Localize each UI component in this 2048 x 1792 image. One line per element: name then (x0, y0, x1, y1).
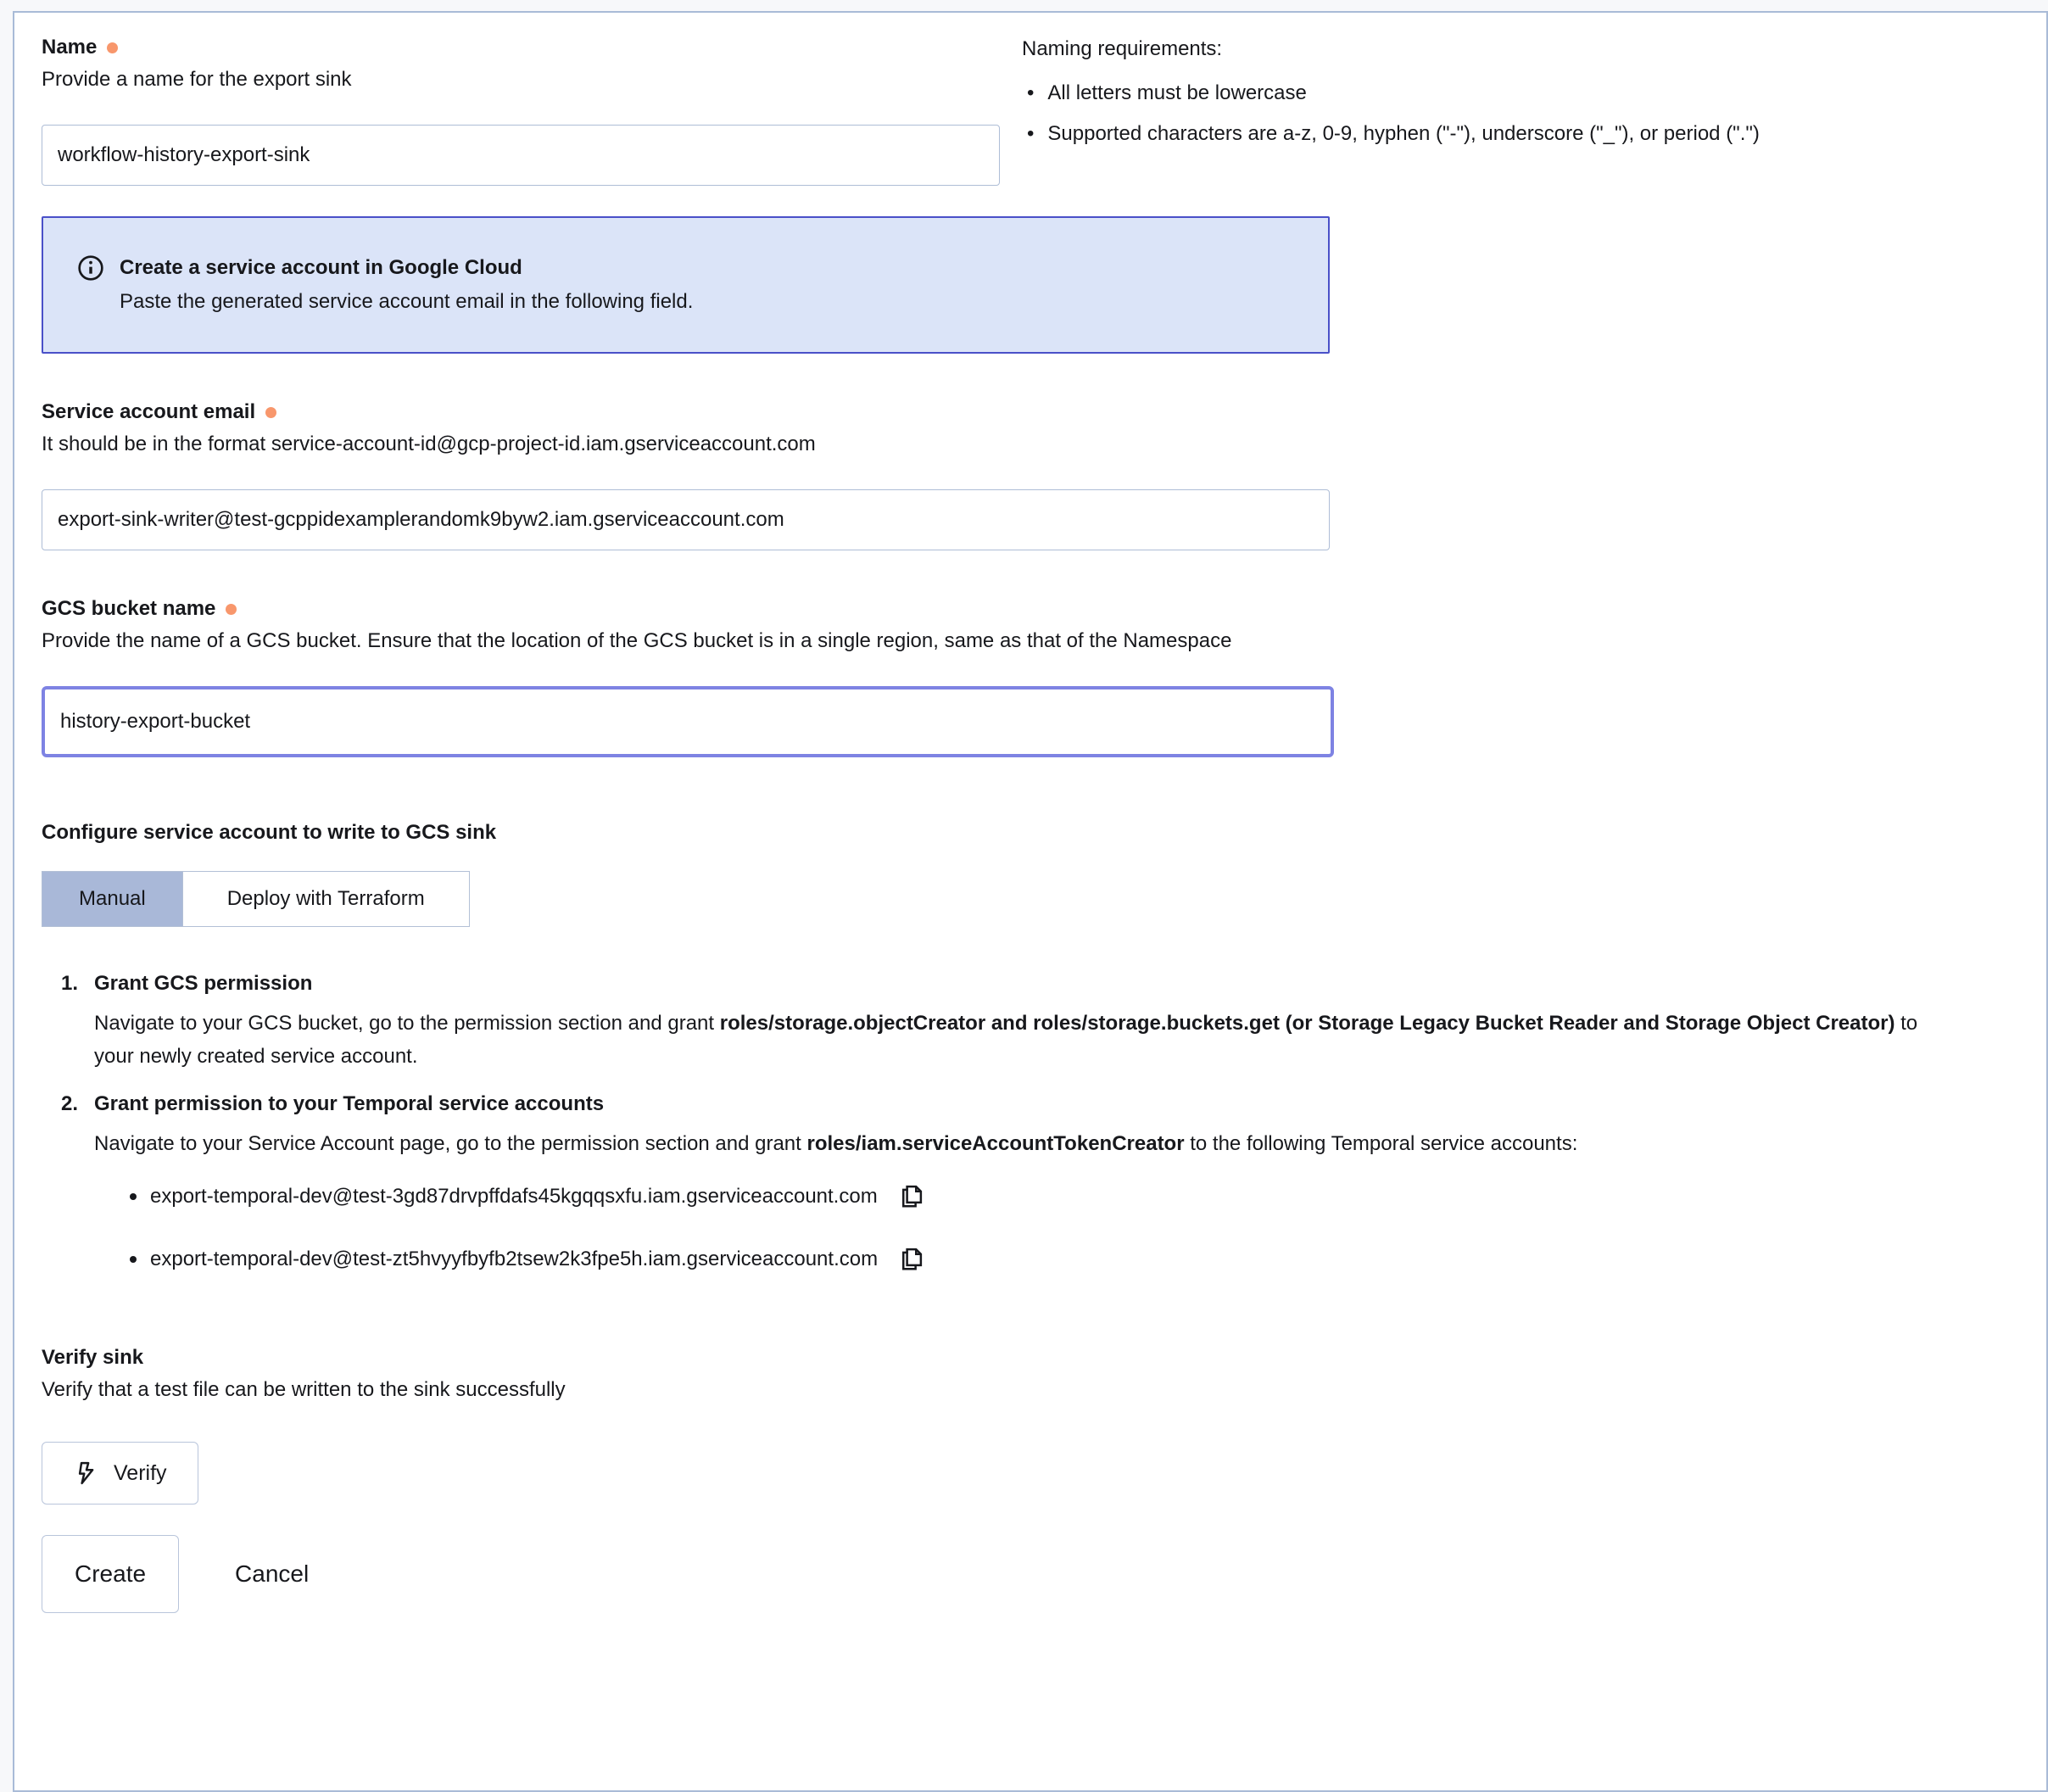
copy-button[interactable] (896, 1245, 925, 1274)
bullet-icon: • (1027, 122, 1035, 145)
naming-requirement-item: • Supported characters are a-z, 0-9, hyphen ("-"), underscore ("_"), or period (".") (1027, 122, 1760, 145)
copy-icon (898, 1184, 924, 1209)
verify-section (42, 1345, 2046, 1504)
naming-requirements (1022, 35, 1760, 186)
name-label (42, 35, 1000, 60)
bucket-field-group (42, 596, 2046, 757)
bullet-icon (130, 1256, 137, 1263)
list-item (130, 1182, 2046, 1211)
name-input[interactable] (42, 125, 1000, 186)
name-label-text: Name (42, 36, 98, 59)
service-account-email-input[interactable] (42, 489, 1330, 550)
bucket-label: GCS bucket name (42, 596, 2046, 622)
tab-manual[interactable]: Manual (42, 872, 182, 926)
info-banner-title: Create a service account in Google Cloud (120, 256, 522, 279)
cancel-button[interactable]: Cancel (235, 1560, 310, 1587)
naming-requirements-title: Naming requirements: (1022, 37, 1223, 60)
lightning-icon (73, 1460, 98, 1486)
list-item (130, 1245, 2046, 1274)
form-actions (42, 1535, 2046, 1613)
temporal-service-account-email: export-temporal-dev@test-zt5hvyyfbyfb2tsew2k3fpe5h.iam.gserviceaccount.com (150, 1248, 879, 1270)
verify-button[interactable]: Verify (42, 1442, 198, 1504)
service-account-label: Service account email (42, 399, 2046, 425)
service-account-description: It should be in the format service-account-id@gcp-project-id.iam.gserviceaccount.com (42, 433, 816, 455)
tab-deploy-with-terraform[interactable]: Deploy with Terraform (182, 872, 469, 926)
info-icon (77, 254, 104, 282)
step-1-title: 1. Grant GCS permission (61, 972, 313, 995)
service-account-field-group (42, 399, 2046, 550)
bucket-description: Provide the name of a GCS bucket. Ensure that the location of the GCS bucket is in a single region, same as that of the Namespace (42, 629, 1232, 652)
temporal-service-account-email: export-temporal-dev@test-3gd87drvpffdafs45kgqqsxfu.iam.gserviceaccount.com (150, 1185, 878, 1208)
form-panel (13, 11, 2048, 1792)
bullet-icon: • (1027, 81, 1035, 104)
step-1-body: Navigate to your GCS bucket, go to the permission section and grant roles/storage.objectCreator and roles/storage.buckets.get (or Storage Legacy Bucket Reader and Storage Object Creator) to your newly created service account. (94, 1012, 1918, 1068)
create-button[interactable]: Create (42, 1535, 179, 1613)
info-banner (42, 216, 1330, 354)
name-description: Provide a name for the export sink (42, 68, 352, 91)
verify-sink-title: Verify sink (42, 1346, 144, 1369)
bucket-name-input[interactable] (42, 686, 1334, 757)
step-2-body: Navigate to your Service Account page, go to the permission section and grant roles/iam.serviceAccountTokenCreator to the following Temporal service accounts: (94, 1132, 1578, 1155)
configure-section-title: Configure service account to write to GCS sink (42, 821, 497, 844)
copy-button[interactable] (896, 1182, 925, 1211)
required-dot (107, 42, 118, 53)
required-dot (226, 604, 237, 615)
info-banner-description: Paste the generated service account email in the following field. (120, 290, 694, 313)
verify-sink-description: Verify that a test file can be written to the sink successfully (42, 1378, 566, 1401)
naming-requirement-item: • All letters must be lowercase (1027, 81, 1307, 104)
temporal-service-account-list (130, 1182, 2046, 1274)
name-field-group (42, 35, 1000, 186)
step-2-title: 2. Grant permission to your Temporal service accounts (61, 1092, 605, 1115)
copy-icon (898, 1247, 924, 1272)
configure-tab-group (42, 871, 470, 927)
required-dot (265, 407, 276, 418)
bullet-icon (130, 1193, 137, 1200)
